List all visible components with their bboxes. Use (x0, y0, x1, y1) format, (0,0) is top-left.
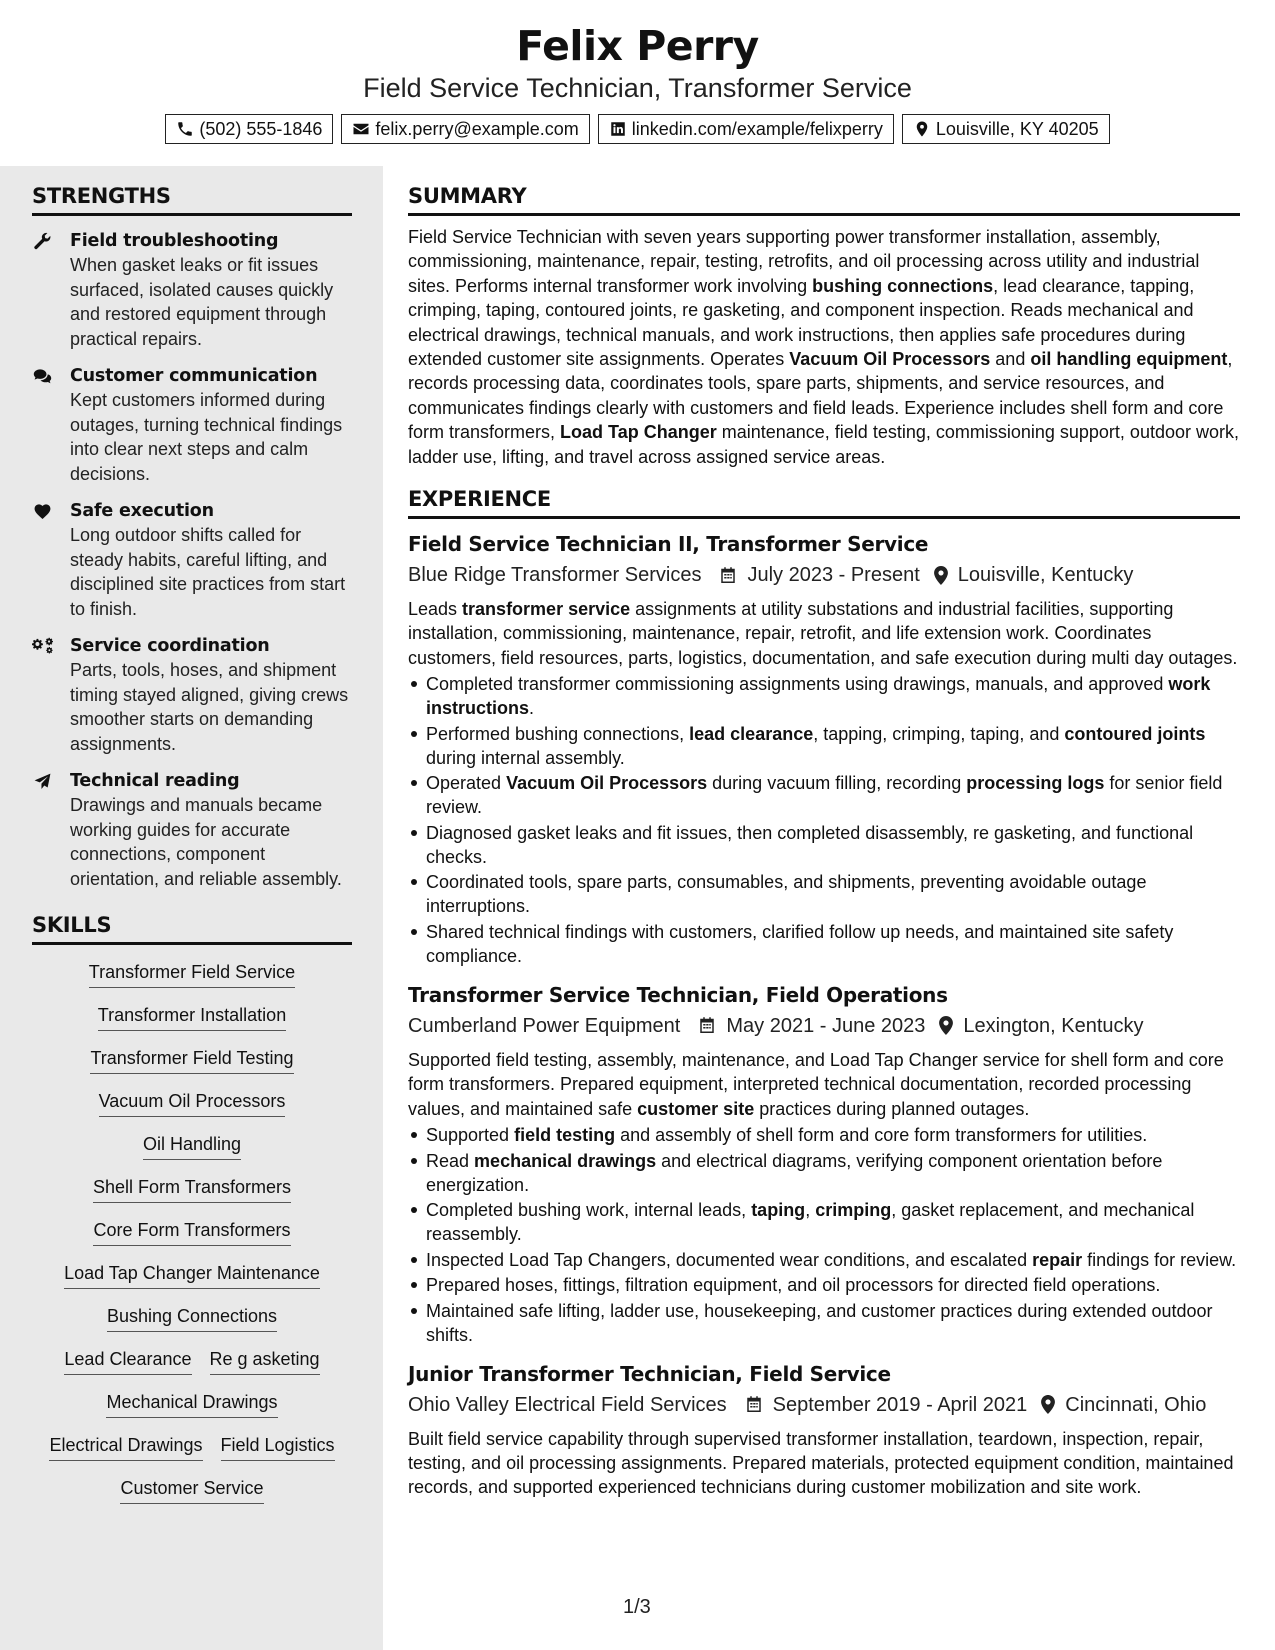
job-location: Lexington, Kentucky (963, 1014, 1144, 1037)
strength-item (32, 364, 352, 486)
main-column (408, 166, 1240, 1500)
linkedin-icon (609, 120, 627, 138)
summary-bold: bushing connections (812, 275, 994, 296)
contact-email[interactable] (341, 114, 589, 144)
contact-phone[interactable] (165, 114, 333, 144)
summary-part: and (990, 349, 1031, 370)
skills-heading: SKILLS (32, 913, 352, 945)
skill-tag: Transformer Installation (98, 1003, 286, 1031)
sidebar (0, 166, 383, 1650)
bullet-item: Performed bushing connections, lead clearance, tapping, crimping, taping, and contoured joints during internal assembly. (408, 722, 1240, 770)
location-text: Louisville, KY 40205 (935, 118, 1099, 139)
job-company: Cumberland Power Equipment (408, 1014, 681, 1037)
job-bullets (408, 1123, 1240, 1347)
map-marker-icon (913, 120, 931, 138)
desc-bold: transformer service (462, 599, 631, 620)
skill-tag: Re g asketing (210, 1347, 320, 1375)
job-entry (408, 1360, 1240, 1500)
comments-icon (32, 367, 53, 386)
page-number: 1/3 (623, 1596, 651, 1618)
bullet-item: Diagnosed gasket leaks and fit issues, then completed disassembly, re gasketing, and functional checks. (408, 821, 1240, 869)
strength-item (32, 634, 352, 756)
skill-tag: Oil Handling (143, 1132, 241, 1160)
bullet-item: Coordinated tools, spare parts, consumables, and shipments, preventing avoidable outage interruptions. (408, 870, 1240, 918)
map-marker-icon (939, 1016, 953, 1035)
strengths-heading: STRENGTHS (32, 184, 352, 216)
job-meta (408, 1391, 1240, 1419)
job-meta (408, 1012, 1240, 1040)
desc-part: practices during planned outages. (754, 1098, 1030, 1119)
gears-icon (32, 637, 53, 656)
desc-bold: customer site (637, 1098, 755, 1119)
strength-name: Technical reading (70, 771, 240, 791)
job-dates: September 2019 - April 2021 (772, 1393, 1028, 1416)
strength-desc: Drawings and manuals became working guides for accurate connections, component orientation, and reliable assembly. (70, 795, 342, 889)
calendar-icon (719, 566, 737, 585)
calendar-icon (745, 1395, 763, 1414)
contact-linkedin[interactable] (598, 114, 894, 144)
skills-list (32, 960, 352, 1504)
job-location: Louisville, Kentucky (957, 564, 1134, 587)
paper-plane-icon (32, 772, 53, 791)
strength-item (32, 499, 352, 621)
job-title: Junior Transformer Technician, Field Service (408, 1361, 891, 1386)
experience-heading: EXPERIENCE (408, 487, 1240, 519)
bullet-item: Completed bushing work, internal leads, taping, crimping, gasket replacement, and mechanical reassembly. (408, 1198, 1240, 1246)
candidate-name: Felix Perry (516, 22, 759, 70)
desc-part: Built field service capability through supervised transformer installation, teardown, inspection, repair, testing, and oil processing assignments. Prepared materials, protected equipment condition, maintained records, and supported experienced technicians during customer mobilization and site work. (408, 1428, 1234, 1498)
skill-tag: Field Logistics (221, 1433, 335, 1461)
skill-tag: Lead Clearance (64, 1347, 191, 1375)
summary-part: Field Service Technician with seven years supporting power transformer installation, assembly, commissioning, maintenance, repair, testing, retrofits, and oil processing across utility and industrial sites. Performs internal transformer work involving (408, 227, 1200, 296)
wrench-icon (32, 232, 53, 251)
job-company: Ohio Valley Electrical Field Services (408, 1393, 727, 1416)
skill-tag: Shell Form Transformers (93, 1175, 291, 1203)
summary-heading: SUMMARY (408, 184, 1240, 216)
job-dates: May 2021 - June 2023 (726, 1014, 926, 1037)
bullet-item: Supported field testing and assembly of shell form and core form transformers for utilities. (408, 1123, 1240, 1147)
job-location: Cincinnati, Ohio (1065, 1393, 1207, 1416)
resume-header (0, 0, 1275, 166)
job-title: Field Service Technician II, Transformer Service (408, 532, 929, 557)
summary-part: , records processing data, coordinates tools, spare parts, shipments, and service resources, and communicates findings clearly with customers and field leads. Experience includes shell form and core form transformers, (408, 349, 1233, 443)
job-entry (408, 981, 1240, 1347)
linkedin-text: linkedin.com/example/felixperry (631, 118, 883, 139)
contact-location[interactable] (902, 114, 1110, 144)
strength-name: Service coordination (70, 636, 270, 656)
phone-icon (176, 120, 194, 138)
job-description (408, 1048, 1240, 1121)
strength-name: Customer communication (70, 366, 318, 386)
job-company: Blue Ridge Transformer Services (408, 564, 702, 587)
phone-text: (502) 555-1846 (199, 118, 323, 139)
strength-name: Safe execution (70, 501, 214, 521)
bullet-item: Operated Vacuum Oil Processors during vacuum filling, recording processing logs for senior field review. (408, 771, 1240, 819)
desc-part: Supported field testing, assembly, maintenance, and Load Tap Changer service for shell form and core form transformers. Prepared equipment, interpreted technical documentation, recorded processing values, and maintained safe (408, 1049, 1224, 1119)
job-description (408, 1427, 1240, 1500)
contact-bar (0, 114, 1275, 144)
strength-item (32, 229, 352, 351)
summary-part: maintenance, field testing, commissioning support, outdoor work, ladder use, lifting, and travel across assigned service areas. (408, 422, 1239, 467)
envelope-icon (352, 120, 370, 138)
candidate-title: Field Service Technician, Transformer Service (363, 73, 912, 103)
summary-part: , lead clearance, tapping, crimping, taping, contoured joints, re gasketing, and component inspection. Reads mechanical and electrical drawings, technical manuals, and work instructions, then applies safe procedures during extended customer site assignments. Operates (408, 275, 1195, 370)
desc-part: assignments at utility substations and industrial facilities, supporting installation, commissioning, maintenance, repair, retrofit, and life extension work. Coordinates customers, field resources, parts, logistics, documentation, and safe execution during multi day outages. (408, 599, 1238, 668)
skill-tag: Transformer Field Service (89, 960, 295, 988)
strength-desc: Parts, tools, hoses, and shipment timing stayed aligned, giving crews smoother starts on demanding assignments. (70, 660, 349, 754)
bullet-item: Completed transformer commissioning assignments using drawings, manuals, and approved work instructions. (408, 672, 1240, 720)
strength-desc: When gasket leaks or fit issues surfaced, isolated causes quickly and restored equipment through practical repairs. (70, 255, 334, 349)
job-dates: July 2023 - Present (747, 564, 920, 587)
strength-item (32, 769, 352, 891)
strength-desc: Kept customers informed during outages, turning technical findings into clear next steps and calm decisions. (70, 390, 343, 484)
job-meta (408, 561, 1240, 589)
map-marker-icon (934, 566, 948, 585)
bullet-item: Inspected Load Tap Changers, documented wear conditions, and escalated repair findings for review. (408, 1248, 1240, 1272)
summary-bold: Vacuum Oil Processors (789, 349, 991, 370)
job-description (408, 597, 1240, 670)
summary-bold: Load Tap Changer (560, 422, 717, 443)
bullet-item: Prepared hoses, fittings, filtration equipment, and oil processors for directed field operations. (408, 1273, 1240, 1297)
skill-tag: Transformer Field Testing (90, 1046, 293, 1074)
job-bullets (408, 672, 1240, 968)
heart-icon (32, 502, 53, 521)
strength-desc: Long outdoor shifts called for steady habits, careful lifting, and disciplined site practices from start to finish. (70, 525, 346, 619)
bullet-item: Shared technical findings with customers, clarified follow up needs, and maintained site safety compliance. (408, 920, 1240, 968)
bullet-item: Read mechanical drawings and electrical diagrams, verifying component orientation before energization. (408, 1149, 1240, 1197)
skill-tag: Bushing Connections (107, 1304, 277, 1332)
skill-tag: Customer Service (120, 1476, 263, 1504)
skill-tag: Core Form Transformers (93, 1218, 290, 1246)
job-entry (408, 530, 1240, 968)
desc-part: Leads (408, 599, 463, 620)
skill-tag: Mechanical Drawings (106, 1390, 277, 1418)
email-text: felix.perry@example.com (375, 118, 579, 139)
skill-tag: Electrical Drawings (49, 1433, 202, 1461)
map-marker-icon (1041, 1395, 1055, 1414)
bullet-item: Maintained safe lifting, ladder use, housekeeping, and customer practices during extended outdoor shifts. (408, 1299, 1240, 1347)
skill-tag: Vacuum Oil Processors (99, 1089, 286, 1117)
job-title: Transformer Service Technician, Field Operations (408, 982, 948, 1007)
summary-bold: oil handling equipment (1030, 349, 1228, 370)
calendar-icon (698, 1016, 716, 1035)
strength-name: Field troubleshooting (70, 231, 279, 251)
summary-text (408, 225, 1240, 469)
skill-tag: Load Tap Changer Maintenance (64, 1261, 320, 1289)
